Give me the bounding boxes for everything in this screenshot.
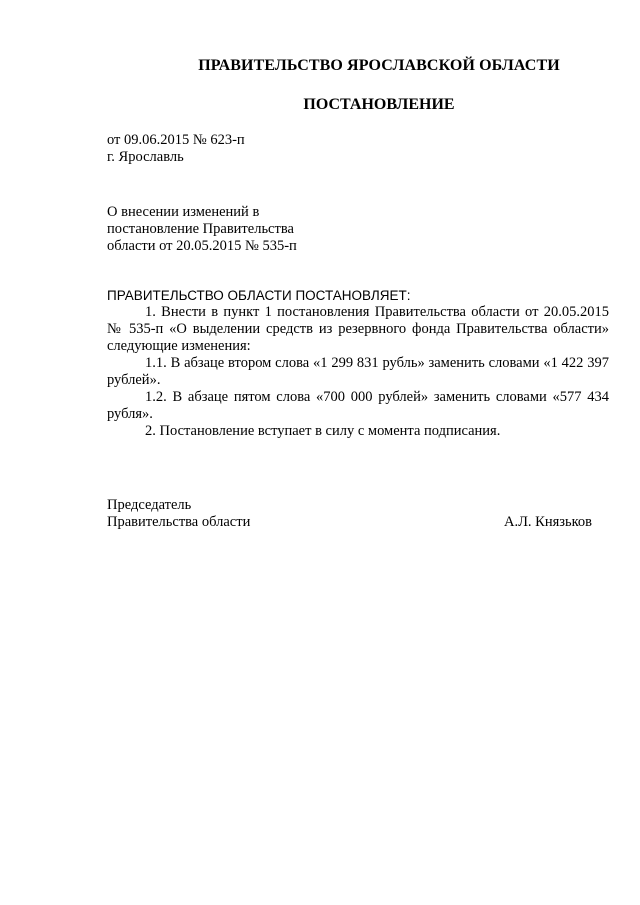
document-subject (107, 204, 297, 255)
signatory-title-line-1: Председатель (107, 497, 192, 513)
resolution-lead: ПРАВИТЕЛЬСТВО ОБЛАСТИ ПОСТАНОВЛЯЕТ: (107, 288, 411, 303)
document-meta (107, 132, 245, 166)
signature-row (107, 514, 592, 531)
paragraph-1: 1. Внести в пункт 1 постановления Правительства области от 20.05.2015 № 535-п «О выделении средств из резервного фонда Правительства области» следующие изменения: (107, 304, 609, 354)
city: г. Ярославль (107, 149, 184, 165)
paragraph-1-1: 1.1. В абзаце втором слова «1 299 831 рубль» заменить словами «1 422 397 рублей». (107, 355, 609, 388)
signatory-title-line-2: Правительства области (107, 514, 251, 530)
government-header: ПРАВИТЕЛЬСТВО ЯРОСЛАВСКОЙ ОБЛАСТИ (198, 57, 560, 74)
paragraph-2: 2. Постановление вступает в силу с момента подписания. (145, 423, 501, 439)
paragraph-1-2: 1.2. В абзаце пятом слова «700 000 рублей» заменить словами «577 434 рубля». (107, 389, 609, 422)
subject-line-1: О внесении изменений в (107, 204, 260, 220)
subject-line-3: области от 20.05.2015 № 535-п (107, 238, 297, 254)
signature-block (107, 497, 592, 531)
document-type-title: ПОСТАНОВЛЕНИЕ (303, 96, 455, 113)
signatory-name: А.Л. Князьков (503, 514, 592, 530)
subject-line-2: постановление Правительства (107, 221, 294, 237)
document-body (107, 287, 609, 440)
date-number: от 09.06.2015 № 623-п (107, 132, 245, 148)
